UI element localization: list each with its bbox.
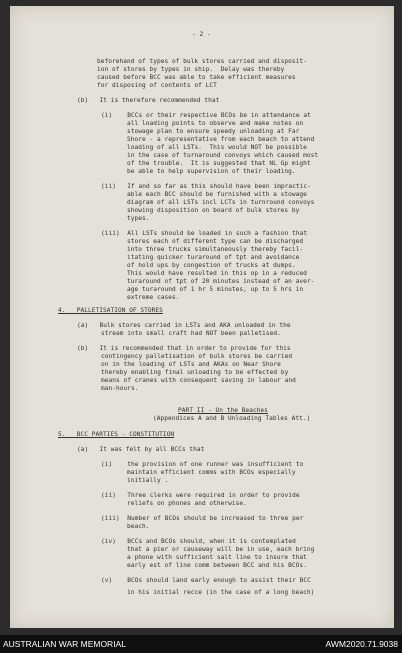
text-line: (ii) Three clerks were required in order to provide — [101, 492, 300, 499]
text-line: loading of all LSTs. This would NOT be possible — [127, 144, 307, 151]
part-ii-heading: PART II - On the Beaches — [178, 407, 268, 414]
text-line: beforehand of types of bulk stores carried and disposit- — [97, 58, 307, 65]
text-line: all loading points to observe and make notes on — [127, 120, 304, 127]
text-line: able each BCC should be furnished with a stowage — [127, 191, 307, 198]
text-line: stores each of different type can be discharged — [127, 238, 304, 245]
text-line: initially . — [127, 477, 169, 484]
text-line: contingency palletisation of bulk stores be carried — [101, 353, 293, 360]
text-line: man-hours. — [101, 385, 139, 392]
text-line: showing disposition on board of bulk stores by — [127, 207, 300, 214]
footer-left-label: AUSTRALIAN WAR MEMORIAL — [3, 639, 126, 649]
part-ii-subheading: (Appendices A and B Unloading Tables Att.) — [153, 415, 311, 422]
text-line: in the case of turnaround convoys which caused most — [127, 152, 319, 159]
text-line: ion of stores by types in ship. Delay was thereby — [97, 66, 285, 73]
text-line: of hold ups by congestion of trucks at dumps. — [127, 262, 296, 269]
paragraph-b-heading: (b) It is therefore recommended that — [77, 97, 220, 104]
text-line: turaround of tpt of 20 minutes instead of an aver- — [127, 278, 315, 285]
page-number: - 2 - — [192, 31, 211, 38]
text-line: for disposing of contents of LCT — [97, 82, 217, 89]
text-line: (iii) Number of BCOs should be increased to three per — [101, 515, 304, 522]
text-line: Shore - a representative from each beach to attend — [127, 136, 315, 143]
text-line: stream into small craft had NOT been palletised. — [101, 330, 281, 337]
text-line: (i) BCCs or their respective BCOs be in attendance at — [101, 112, 311, 119]
text-line: in his initial recce (in the case of a long beach) — [127, 589, 315, 596]
text-line: on in the loading of LSTs and AKAs on Near Shore — [101, 361, 281, 368]
text-line: (ii) If and so far as this should have been impractic- — [101, 183, 311, 190]
text-line: beach. — [127, 523, 150, 530]
text-line: maintain efficient comms with BCOs especially — [127, 469, 296, 476]
text-line: (iv) BCCs and BCOs should, when it is contemplated — [101, 538, 296, 545]
text-line: stowage plan to ensure speedy unloading at Far — [127, 128, 300, 135]
section-4-heading: 4. PALLETISATION OF STORES — [58, 307, 163, 314]
text-line: age turaround of 1 hr 5 minutes, up to 5 hrs in — [127, 286, 304, 293]
text-line: (a) It was felt by all BCCs that — [77, 446, 205, 453]
text-line: reliefs on phones and otherwise. — [127, 500, 247, 507]
text-line: that a pier or causeway will be in use, each bring — [127, 546, 315, 553]
text-line: types. — [127, 215, 150, 222]
text-line: a phone with sufficient salt line to insure that — [127, 554, 307, 561]
text-line: thereby enabling final unloading to be effected by — [101, 369, 289, 376]
text-line: (a) Bulk stores carried in LSTs and AKA unloaded in the — [77, 322, 291, 329]
text-line: into three trucks simultaneously thereby facil- — [127, 246, 304, 253]
footer-bar — [0, 635, 402, 653]
text-line: This would have resulted in this op in a reduced — [127, 270, 307, 277]
text-line: (b) It is recommended that in order to provide for this — [77, 345, 291, 352]
text-line: (v) BCOs should land early enough to assist their BCC — [101, 577, 311, 584]
text-line: (i) the provision of one runner was insufficient to — [101, 461, 304, 468]
text-line: of the trouble. It is suggested that NL Gp might — [127, 160, 311, 167]
text-line: means of cranes with consequent saving in labour and — [101, 377, 296, 384]
section-5-heading: 5. BCC PARTIES - CONSTITUTION — [58, 431, 175, 438]
text-line: itating quicker turaround of tpt and avoidance — [127, 254, 300, 261]
text-line: (iii) All LSTs should be loaded in such a fashion that — [101, 230, 308, 237]
text-line: diagram of all LSTs incl LCTs in turnround convoys — [127, 199, 315, 206]
footer-right-label: AWM2020.71.9038 — [325, 639, 398, 649]
text-line: be able to help supervision of their loading. — [127, 168, 296, 175]
text-line: early est of line comm between BCC and his BCOs. — [127, 562, 307, 569]
text-line: caused before BCC was able to take efficient measures — [97, 74, 296, 81]
text-line: extreme cases. — [127, 294, 180, 301]
